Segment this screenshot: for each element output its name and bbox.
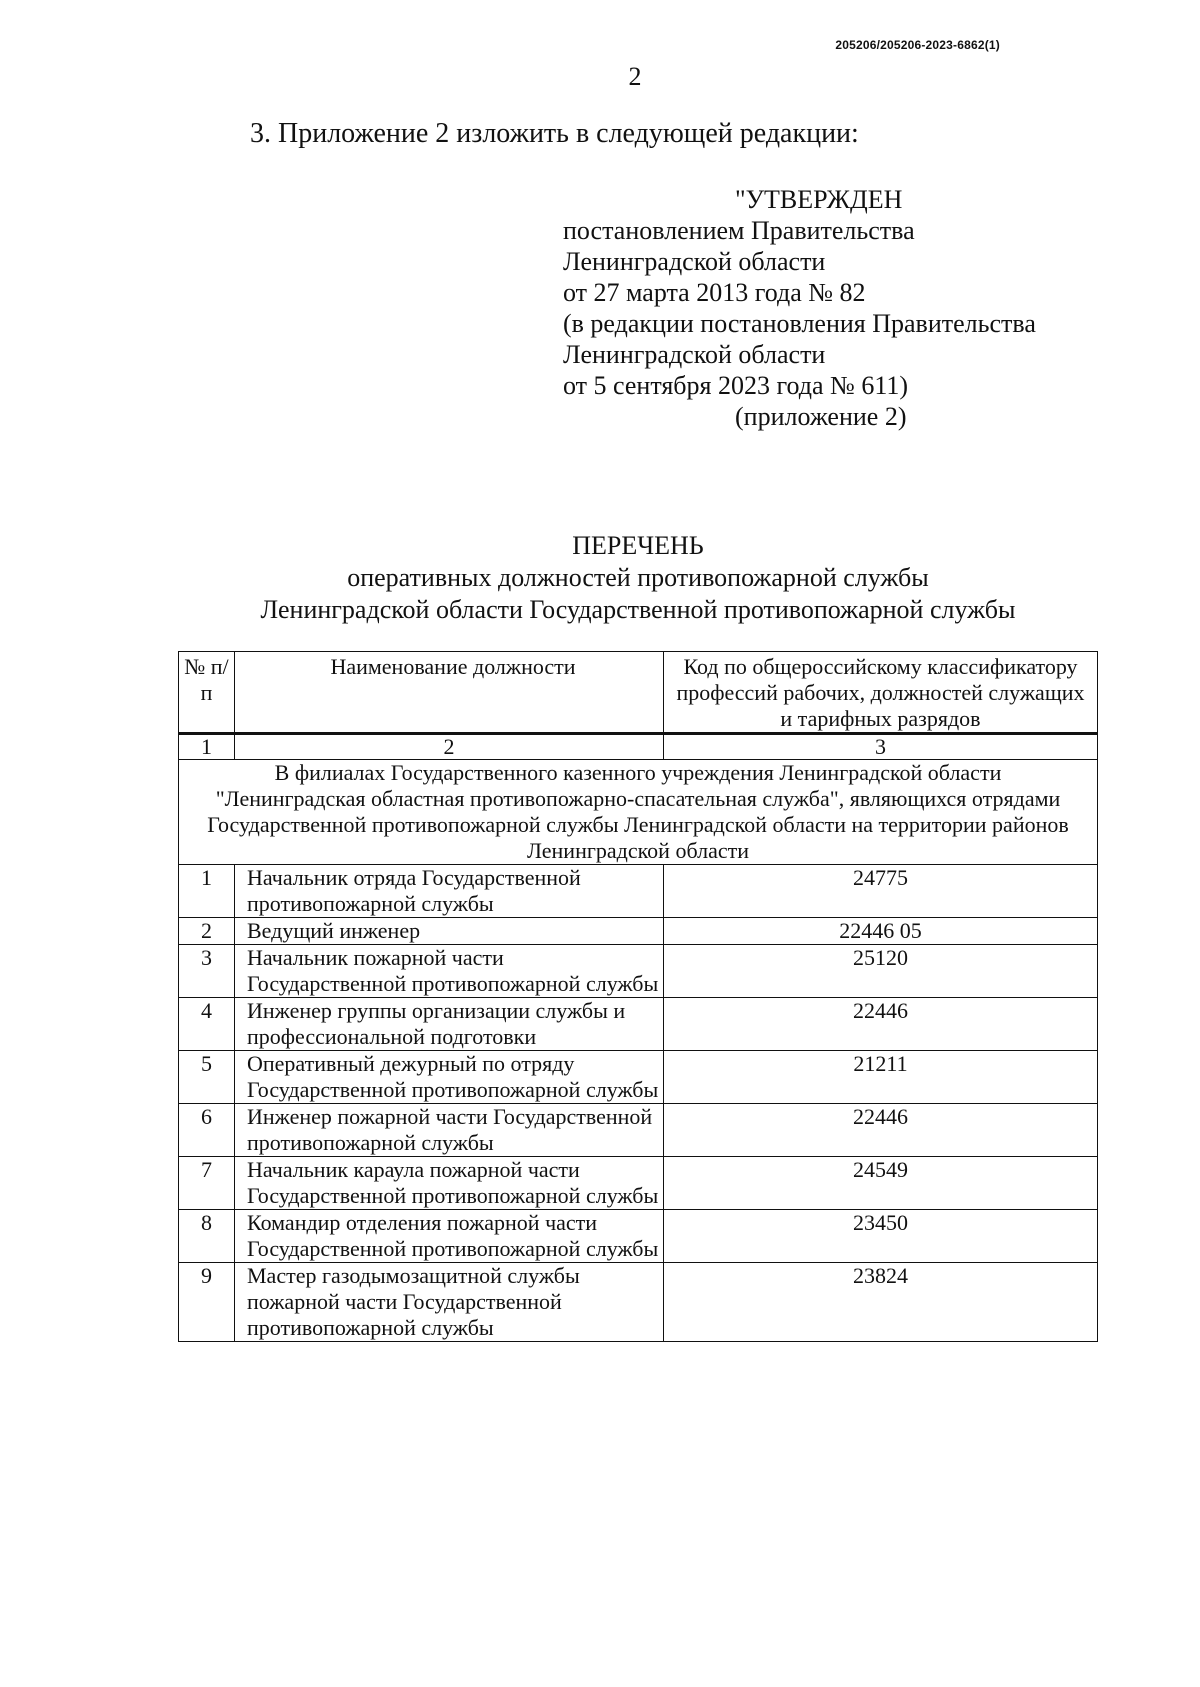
approval-line: постановлением Правительства [563,216,915,245]
row-position-name: Оперативный дежурный по отряду Государственной противопожарной службы [235,1051,664,1104]
row-number: 4 [179,998,235,1051]
column-index-row [179,734,1098,760]
title-main: ПЕРЕЧЕНЬ [572,531,704,560]
row-number: 1 [179,865,235,918]
column-index: 2 [235,734,664,760]
table-body [179,734,1098,1342]
row-classifier-code: 22446 [664,1104,1098,1157]
approval-line: Ленинградской области [563,340,826,369]
header-classifier-code: Код по общероссийскому классификатору профессий рабочих, должностей служащих и тарифных разрядов [664,652,1098,734]
title-subtitle-line: оперативных должностей противопожарной службы [347,563,929,592]
row-number: 2 [179,918,235,945]
row-number: 3 [179,945,235,998]
section-row [179,760,1098,865]
row-classifier-code: 23824 [664,1263,1098,1342]
row-classifier-code: 24775 [664,865,1098,918]
row-classifier-code: 23450 [664,1210,1098,1263]
row-position-name: Начальник пожарной части Государственной противопожарной службы [235,945,664,998]
table-row [179,1157,1098,1210]
row-number: 7 [179,1157,235,1210]
row-classifier-code: 24549 [664,1157,1098,1210]
row-position-name: Начальник отряда Государственной противопожарной службы [235,865,664,918]
row-classifier-code: 22446 05 [664,918,1098,945]
row-classifier-code: 25120 [664,945,1098,998]
title-subtitle-line: Ленинградской области Государственной противопожарной службы [260,595,1016,624]
row-number: 9 [179,1263,235,1342]
document-id: 205206/205206-2023-6862(1) [835,38,1000,52]
row-classifier-code: 21211 [664,1051,1098,1104]
row-position-name: Мастер газодымозащитной службы пожарной части Государственной противопожарной службы [235,1263,664,1342]
row-position-name: Инженер группы организации службы и профессиональной подготовки [235,998,664,1051]
row-number: 6 [179,1104,235,1157]
row-position-name: Начальник караула пожарной части Государственной противопожарной службы [235,1157,664,1210]
approval-line: (в редакции постановления Правительства [563,309,1036,338]
positions-table [178,651,1098,1342]
row-classifier-code: 22446 [664,998,1098,1051]
approval-line: от 27 марта 2013 года № 82 [563,278,866,307]
table-row [179,1051,1098,1104]
approval-appendix-note: (приложение 2) [735,402,907,431]
row-position-name: Командир отделения пожарной части Государственной противопожарной службы [235,1210,664,1263]
table-row [179,1104,1098,1157]
table-header-row [179,652,1098,734]
approval-stamp [563,184,1036,432]
table-row [179,945,1098,998]
header-number: № п/п [179,652,235,734]
column-index: 3 [664,734,1098,760]
row-position-name: Инженер пожарной части Государственной противопожарной службы [235,1104,664,1157]
table-row [179,865,1098,918]
approval-heading: "УТВЕРЖДЕН [735,185,903,214]
column-index: 1 [179,734,235,760]
table-row [179,918,1098,945]
page-number: 2 [628,62,642,91]
section-heading: В филиалах Государственного казенного учреждения Ленинградской области "Ленинградская областная противопожарно-спасательная служба", являющихся отрядами Государственной противопожарной службы Ленинградской области на территории районов Ленинградской области [179,760,1098,865]
amendment-point: 3. Приложение 2 изложить в следующей редакции: [250,118,859,149]
table-row [179,998,1098,1051]
header-position-name: Наименование должности [235,652,664,734]
approval-line: Ленинградской области [563,247,826,276]
approval-line: от 5 сентября 2023 года № 611) [563,371,909,400]
document-title [178,530,1098,626]
row-number: 8 [179,1210,235,1263]
row-number: 5 [179,1051,235,1104]
table-row [179,1210,1098,1263]
row-position-name: Ведущий инженер [235,918,664,945]
table-row [179,1263,1098,1342]
